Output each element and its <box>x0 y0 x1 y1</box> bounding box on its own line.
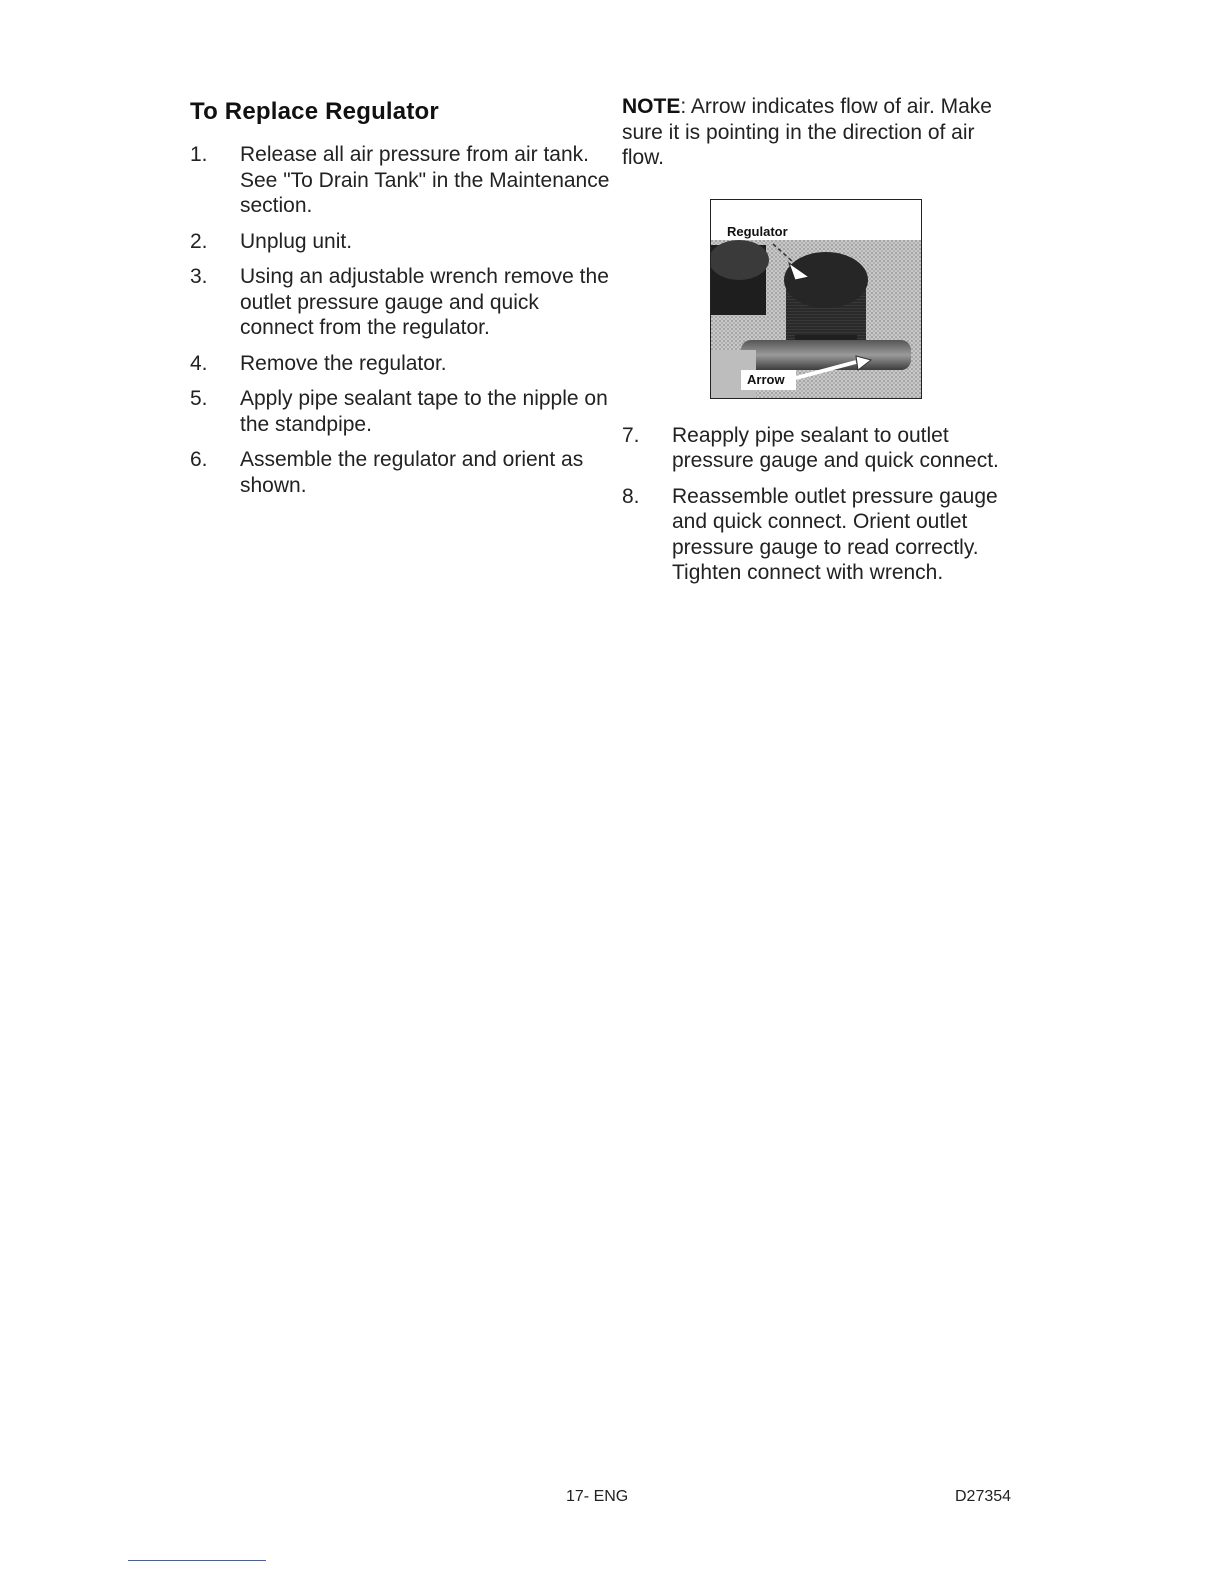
step-item <box>190 229 610 255</box>
step-item <box>190 447 610 498</box>
steps-list-left <box>190 142 610 498</box>
step-number: 3. <box>190 265 208 288</box>
page-number: 17- ENG <box>566 1488 629 1505</box>
step-number: 6. <box>190 448 208 471</box>
steps-list-right <box>622 423 1022 586</box>
section-heading: To Replace Regulator <box>190 98 439 125</box>
step-item <box>190 386 610 437</box>
step-text: Assemble the regulator and orient as shown. <box>240 448 584 497</box>
step-item <box>190 264 610 341</box>
step-item <box>190 351 610 377</box>
note-label: NOTE <box>622 95 681 118</box>
step-text: Reassemble outlet pressure gauge and quick connect. Orient outlet pressure gauge to read correctly. Tighten connect with wrench. <box>672 484 998 584</box>
step-text: Reapply pipe sealant to outlet pressure gauge and quick connect. <box>672 423 999 472</box>
step-text: Unplug unit. <box>240 229 353 253</box>
step-number: 7. <box>622 423 640 447</box>
bottom-divider <box>128 1560 266 1561</box>
step-item <box>622 484 1022 586</box>
right-column <box>622 94 1022 596</box>
step-number: 2. <box>190 229 208 253</box>
regulator-label: Regulator <box>727 223 788 239</box>
step-item <box>190 142 610 219</box>
step-text: Using an adjustable wrench remove the outlet pressure gauge and quick connect from the regulator. <box>240 265 609 339</box>
note-text: : Arrow indicates flow of air. Make sure it is pointing in the direction of air flow. <box>622 95 992 169</box>
step-number: 8. <box>622 484 640 508</box>
step-number: 1. <box>190 143 208 166</box>
step-text: Remove the regulator. <box>240 351 447 375</box>
step-number: 5. <box>190 387 208 410</box>
step-text: Apply pipe sealant tape to the nipple on the standpipe. <box>240 387 608 436</box>
note-paragraph <box>622 94 1022 171</box>
arrow-label: Arrow <box>747 371 785 387</box>
step-text: Release all air pressure from air tank. See "To Drain Tank" in the Maintenance section. <box>240 143 610 217</box>
left-column <box>190 98 610 508</box>
step-item <box>622 423 1022 474</box>
step-number: 4. <box>190 351 208 375</box>
document-code: D27354 <box>955 1488 1012 1505</box>
regulator-figure <box>710 199 922 399</box>
